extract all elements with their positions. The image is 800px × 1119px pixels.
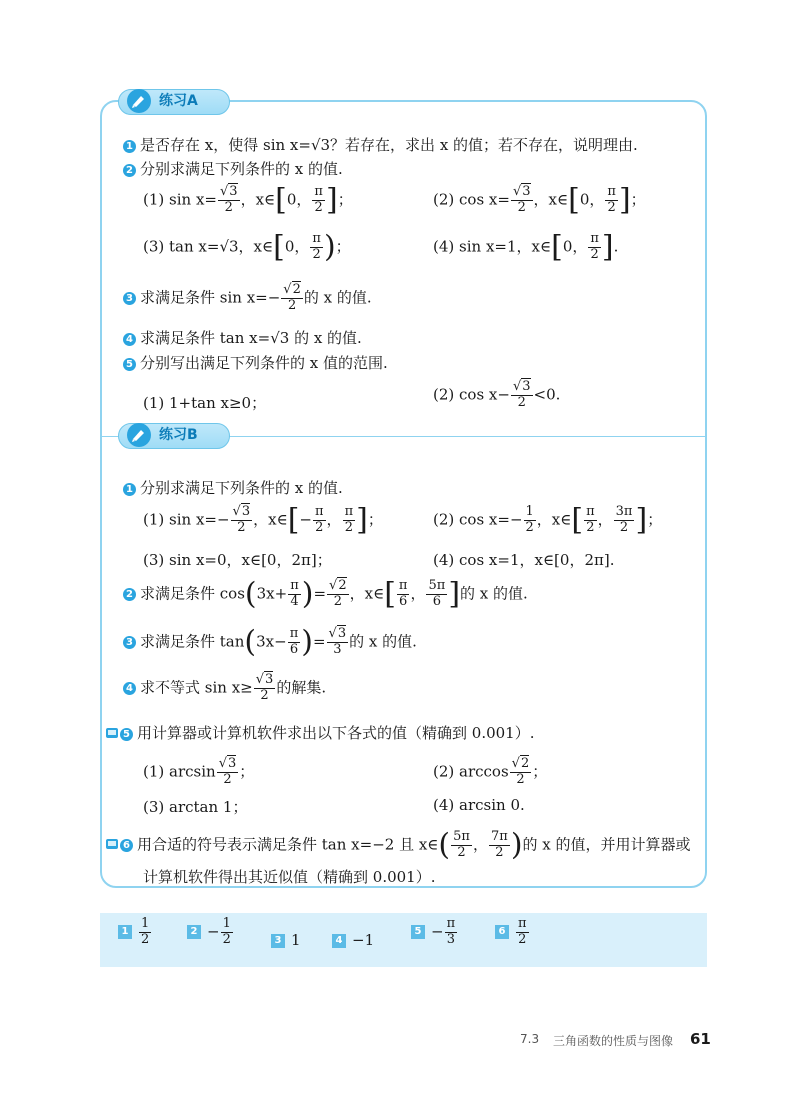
answer-number: 3: [271, 934, 285, 948]
question-number: 2: [123, 164, 136, 177]
a-question-1: 1 是否存在 x，使得 sin x=√3？若存在，求出 x 的值；若不存在，说明理由.: [123, 134, 638, 155]
answer-5: 5 − $\frac{\pi}{3}$: [411, 917, 458, 948]
fraction: $\frac{1}{2}$: [141, 916, 150, 947]
question-number: 6: [120, 839, 133, 852]
b-q1-part-2: (2) cos x=− $\frac{1}{2}$ ，x∈[ $\frac{\pi}{2}$ ， $\frac{3\pi}{2}$ ]；: [433, 502, 663, 538]
answer-1: [118, 917, 152, 948]
b-q1-part-1: (1) sin x=− $\frac{√3}{2}$ ，x∈[− $\frac{\pi}{2}$ ， $\frac{\pi}{2}$ ]；: [143, 502, 383, 538]
question-number: 5: [123, 358, 136, 371]
a-q2-part-3: (3) tan x=√3，x∈[0， $\frac{\pi}{2}$ )；: [143, 229, 351, 265]
fraction: $\frac{√3}{2}$: [512, 379, 531, 410]
fraction: $\frac{√3}{2}$: [219, 184, 238, 215]
answer-2: 2 − $\frac{1}{2}$: [187, 917, 234, 948]
question-number: 3: [123, 292, 136, 305]
b-q5-part-2: (2) arccos $\frac{√2}{2}$ ；: [433, 756, 548, 787]
fraction: $\frac{\pi}{2}$: [312, 231, 321, 262]
answer-number: 1: [118, 925, 132, 939]
computer-icon: [106, 839, 118, 849]
b-q5-part-4: (4) arcsin 0.: [433, 796, 525, 814]
a-q5-part-2: (2) cos x− $\frac{√3}{2}$ <0.: [433, 379, 561, 410]
b-q5-part-3: (3) arctan 1；: [143, 798, 248, 816]
a-question-4: 4 求满足条件 tan x=√3 的 x 的值.: [123, 327, 362, 348]
answer-6: [495, 917, 530, 948]
fraction: $\frac{7\pi}{2}$: [490, 829, 508, 860]
a-question-2: 2 分别求满足下列条件的 x 的值.: [123, 158, 343, 179]
page-number: 61: [690, 1030, 711, 1048]
fraction: $\frac{\pi}{2}$: [315, 504, 324, 535]
question-number: 4: [123, 333, 136, 346]
fraction: $\frac{√2}{2}$: [511, 756, 530, 787]
fraction: $\frac{\pi}{2}$: [586, 504, 595, 535]
answer-number: 2: [187, 925, 201, 939]
b-q5-part-1: (1) arcsin $\frac{√3}{2}$ ；: [143, 756, 255, 787]
footer-section-number: 7.3: [520, 1032, 540, 1046]
fraction: $\frac{√3}{3}$: [328, 626, 347, 657]
answer-number: 5: [411, 925, 425, 939]
fraction: $\frac{\pi}{2}$: [314, 184, 323, 215]
answer-4: 4 −1: [332, 931, 374, 949]
fraction: $\frac{3\pi}{2}$: [615, 504, 633, 535]
fraction: $\frac{\pi}{2}$: [607, 184, 616, 215]
fraction: $\frac{\pi}{2}$: [344, 504, 354, 535]
fraction: $\frac{1}{2}$: [222, 916, 231, 947]
answer-number: 6: [495, 925, 509, 939]
a-q2-part-1: (1) sin x= $\frac{√3}{2}$ ，x∈[0， $\frac{\pi}{2}$ ]；: [143, 182, 353, 218]
b-question-6-cont: 计算机软件得出其近似值（精确到 0.001）.: [143, 868, 436, 886]
answer-3: 3 1: [271, 931, 301, 949]
b-question-3: 3 求满足条件 tan(3x− $\frac{\pi}{6}$ )= $\frac{√3}{3}$ 的 x 的值.: [123, 627, 417, 658]
a-q2-part-2: (2) cos x= $\frac{√3}{2}$ ，x∈[0， $\frac{\pi}{2}$ ]；: [433, 182, 646, 218]
question-number: 4: [123, 682, 136, 695]
computer-icon: [106, 728, 118, 738]
b-question-4: 4 求不等式 sin x≥ $\frac{√3}{2}$ 的解集.: [123, 673, 326, 704]
footer-chapter-title: 三角函数的性质与图像: [553, 1034, 674, 1048]
a-q5-part-1: (1) 1+tan x≥0；: [143, 394, 267, 412]
fraction: $\frac{\pi}{2}$: [518, 916, 527, 947]
answer-number: 4: [332, 934, 346, 948]
question-number: 1: [123, 140, 136, 153]
b-question-2: 2 求满足条件 cos(3x+ $\frac{\pi}{4}$ )= $\frac{√2}{2}$ ，x∈[ $\frac{\pi}{6}$ ， $\frac{5\pi}{6}$ ]的 x 的值.: [123, 579, 528, 610]
b-question-5: 5 用计算器或计算机软件求出以下各式的值（精确到 0.001）.: [106, 722, 534, 743]
fraction: $\frac{\pi}{6}$: [398, 578, 408, 609]
question-number: 2: [123, 588, 136, 601]
fraction: $\frac{√3}{2}$: [255, 672, 274, 703]
a-question-3: 3 求满足条件 sin x=− $\frac{√2}{2}$ 的 x 的值.: [123, 283, 372, 314]
section-b-tab: [118, 423, 230, 449]
b-q1-part-4: (4) cos x=1，x∈[0，2π].: [433, 551, 615, 569]
question-number: 5: [120, 728, 133, 741]
b-q1-part-3: (3) sin x=0，x∈[0，2π]；: [143, 551, 332, 569]
section-a-tab: [118, 89, 230, 115]
b-question-6: 6 用合适的符号表示满足条件 tan x=−2 且 x∈( $\frac{5\pi}{2}$ ， $\frac{7\pi}{2}$ )的 x 的值，并用计算器或: [106, 830, 691, 861]
question-number: 1: [123, 483, 136, 496]
fraction: $\frac{\pi}{6}$: [289, 626, 299, 657]
fraction: $\frac{5\pi}{6}$: [428, 578, 446, 609]
pencil-bubble-icon: [125, 87, 153, 115]
fraction: $\frac{5\pi}{2}$: [453, 829, 470, 860]
fraction: $\frac{√2}{2}$: [283, 282, 301, 313]
fraction: $\frac{√3}{2}$: [512, 184, 531, 215]
fraction: $\frac{√3}{2}$: [232, 504, 251, 535]
fraction: $\frac{1}{2}$: [525, 504, 534, 535]
fraction: $\frac{\pi}{3}$: [446, 916, 456, 947]
fraction: $\frac{√2}{2}$: [329, 578, 347, 609]
pencil-bubble-icon: [125, 421, 153, 449]
fraction: $\frac{\pi}{4}$: [290, 578, 299, 609]
question-number: 3: [123, 636, 136, 649]
fraction: $\frac{√3}{2}$: [218, 756, 237, 787]
fraction: $\frac{\pi}{2}$: [590, 231, 599, 262]
a-question-5: 5 分别写出满足下列条件的 x 值的范围.: [123, 352, 388, 373]
b-question-1: 1 分别求满足下列条件的 x 的值.: [123, 477, 343, 498]
a-q2-part-4: (4) sin x=1，x∈[0， $\frac{\pi}{2}$ ].: [433, 229, 619, 265]
section-b-title: 练习B: [159, 427, 198, 443]
section-a-title: 练习A: [159, 93, 198, 109]
